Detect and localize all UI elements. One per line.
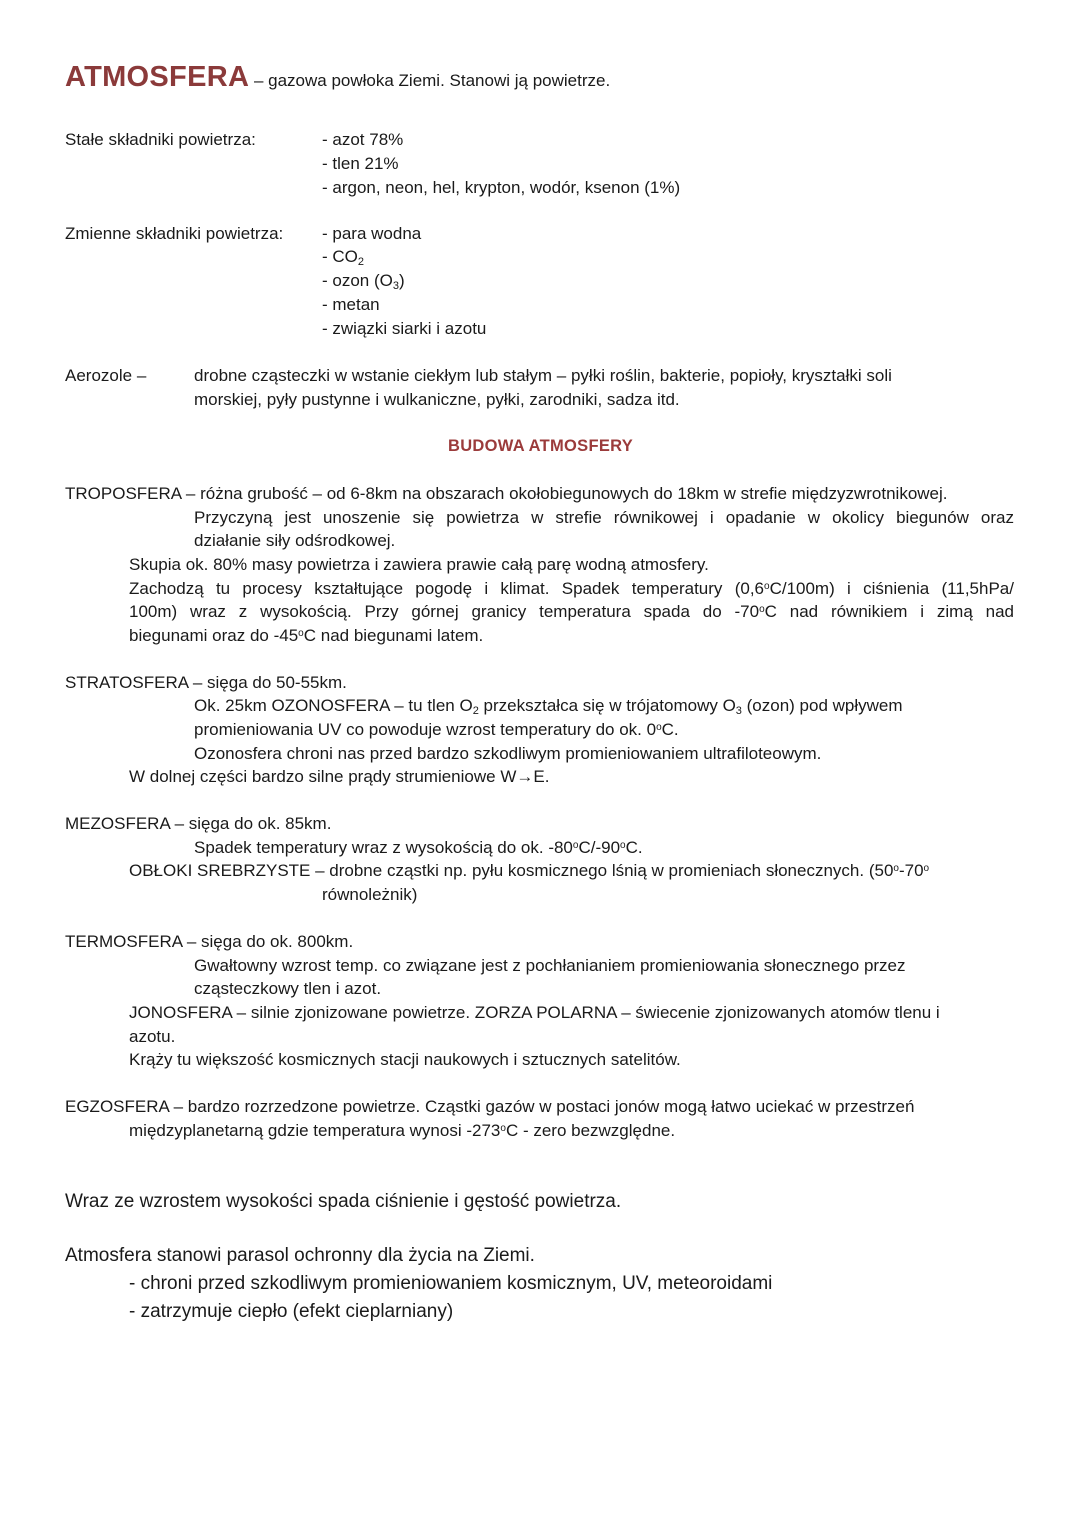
troposfera-line: Przyczyną jest unoszenie się powietrza w strefie równikowej i opadanie w okolicy biegunów oraz xyxy=(194,508,1014,527)
mezosfera-line: równoleżnik) xyxy=(322,885,418,904)
egzosfera-line: międzyplanetarną gdzie temperatura wynosi -273$^o$C - zero bezwzględne. xyxy=(129,1121,676,1140)
termosfera-line: azotu. xyxy=(129,1027,176,1046)
termosfera-line: cząsteczkowy tlen i azot. xyxy=(194,979,382,998)
termosfera-line: Gwałtowny wzrost temp. co związane jest z pochłanianiem promieniowania słonecznego przez xyxy=(194,956,906,975)
zmienne-label: Zmienne składniki powietrza: xyxy=(65,224,284,243)
troposfera-line: TROPOSFERA – różna grubość – od 6-8km na obszarach okołobiegunowych do 18km w strefie międzyzwrotnikowej. xyxy=(65,484,948,503)
stale-item: - azot 78% xyxy=(322,130,404,149)
stratosfera-line: Ozonosfera chroni nas przed bardzo szkodliwym promieniowaniem ultrafiloteowym. xyxy=(194,744,822,763)
aerozole-text: morskiej, pyły pustynne i wulkaniczne, pyłki, zarodniki, sadza itd. xyxy=(194,390,680,409)
troposfera-line: 100m) wraz z wysokością. Przy górnej granicy temperatura spada do -70$^o$C nad równikiem i zimą nad xyxy=(129,602,1014,621)
troposfera-line: działanie siły odśrodkowej. xyxy=(194,531,396,550)
zmienne-item: - para wodna xyxy=(322,224,422,243)
zmienne-item: - związki siarki i azotu xyxy=(322,319,487,338)
zmienne-item: - ozon $(O_3)$ xyxy=(322,271,405,292)
mezosfera-line: Spadek temperatury wraz z wysokością do ok. -80$^o$C/-90$^o$C. xyxy=(194,838,643,857)
section-title: BUDOWA ATMOSFERY xyxy=(448,437,634,455)
summary-line: Wraz ze wzrostem wysokości spada ciśnienie i gęstość powietrza. xyxy=(65,1191,622,1212)
zmienne-item: - $CO_2$ xyxy=(322,247,365,268)
parasol-line: Atmosfera stanowi parasol ochronny dla życia na Ziemi. xyxy=(65,1245,535,1266)
zmienne-item: - metan xyxy=(322,295,380,314)
aerozole-text: drobne cząsteczki w wstanie ciekłym lub stałym – pyłki roślin, bakterie, popioły, kryształki soli xyxy=(194,366,892,385)
stratosfera-line: STRATOSFERA – sięga do 50-55km. xyxy=(65,673,347,692)
termosfera-line: JONOSFERA – silnie zjonizowane powietrze. ZORZA POLARNA – świecenie zjonizowanych atomów tlenu i xyxy=(129,1003,940,1022)
stratosfera-line: W dolnej części bardzo silne prądy strumieniowe W→E. xyxy=(129,767,550,786)
troposfera-line: biegunami oraz do -45$^o$C nad biegunami latem. xyxy=(129,626,484,645)
troposfera-line: Skupia ok. 80% masy powietrza i zawiera prawie całą parę wodną atmosfery. xyxy=(129,555,709,574)
title-heading: ATMOSFERA xyxy=(65,61,250,93)
mezosfera-line: OBŁOKI SREBRZYSTE – drobne cząstki np. pyłu kosmicznego lśnią w promieniach słonecznych. (50$^o$-70$^o$ xyxy=(129,861,930,880)
aerozole-label: Aerozole – xyxy=(65,366,147,385)
stratosfera-line: Ok. 25km OZONOSFERA – tu tlen $O_2$ przekształca się w trójatomowy $O_3$ (ozon) pod wpływem xyxy=(194,696,903,717)
termosfera-line: Krąży tu większość kosmicznych stacji naukowych i sztucznych satelitów. xyxy=(129,1050,681,1069)
parasol-line: - chroni przed szkodliwym promieniowaniem kosmicznym, UV, meteoroidami xyxy=(129,1273,773,1294)
termosfera-line: TERMOSFERA – sięga do ok. 800km. xyxy=(65,932,354,951)
stale-label: Stałe składniki powietrza: xyxy=(65,130,256,149)
parasol-line: - zatrzymuje ciepło (efekt cieplarniany) xyxy=(129,1301,454,1322)
egzosfera-line: EGZOSFERA – bardzo rozrzedzone powietrze. Cząstki gazów w postaci jonów mogą łatwo uciekać w przestrzeń xyxy=(65,1097,915,1116)
stale-item: - argon, neon, hel, krypton, wodór, ksenon (1%) xyxy=(322,178,681,197)
troposfera-line: Zachodzą tu procesy kształtujące pogodę i klimat. Spadek temperatury (0,6$^o$C/100m) i ciśnienia (11,5hPa/ xyxy=(129,579,1014,598)
stale-item: - tlen 21% xyxy=(322,154,399,173)
title-subtitle: – gazowa powłoka Ziemi. Stanowi ją powietrze. xyxy=(249,71,611,90)
page-title xyxy=(65,61,611,93)
mezosfera-line: MEZOSFERA – sięga do ok. 85km. xyxy=(65,814,332,833)
stratosfera-line: promieniowania UV co powoduje wzrost temperatury do ok. 0$^o$C. xyxy=(194,720,679,739)
